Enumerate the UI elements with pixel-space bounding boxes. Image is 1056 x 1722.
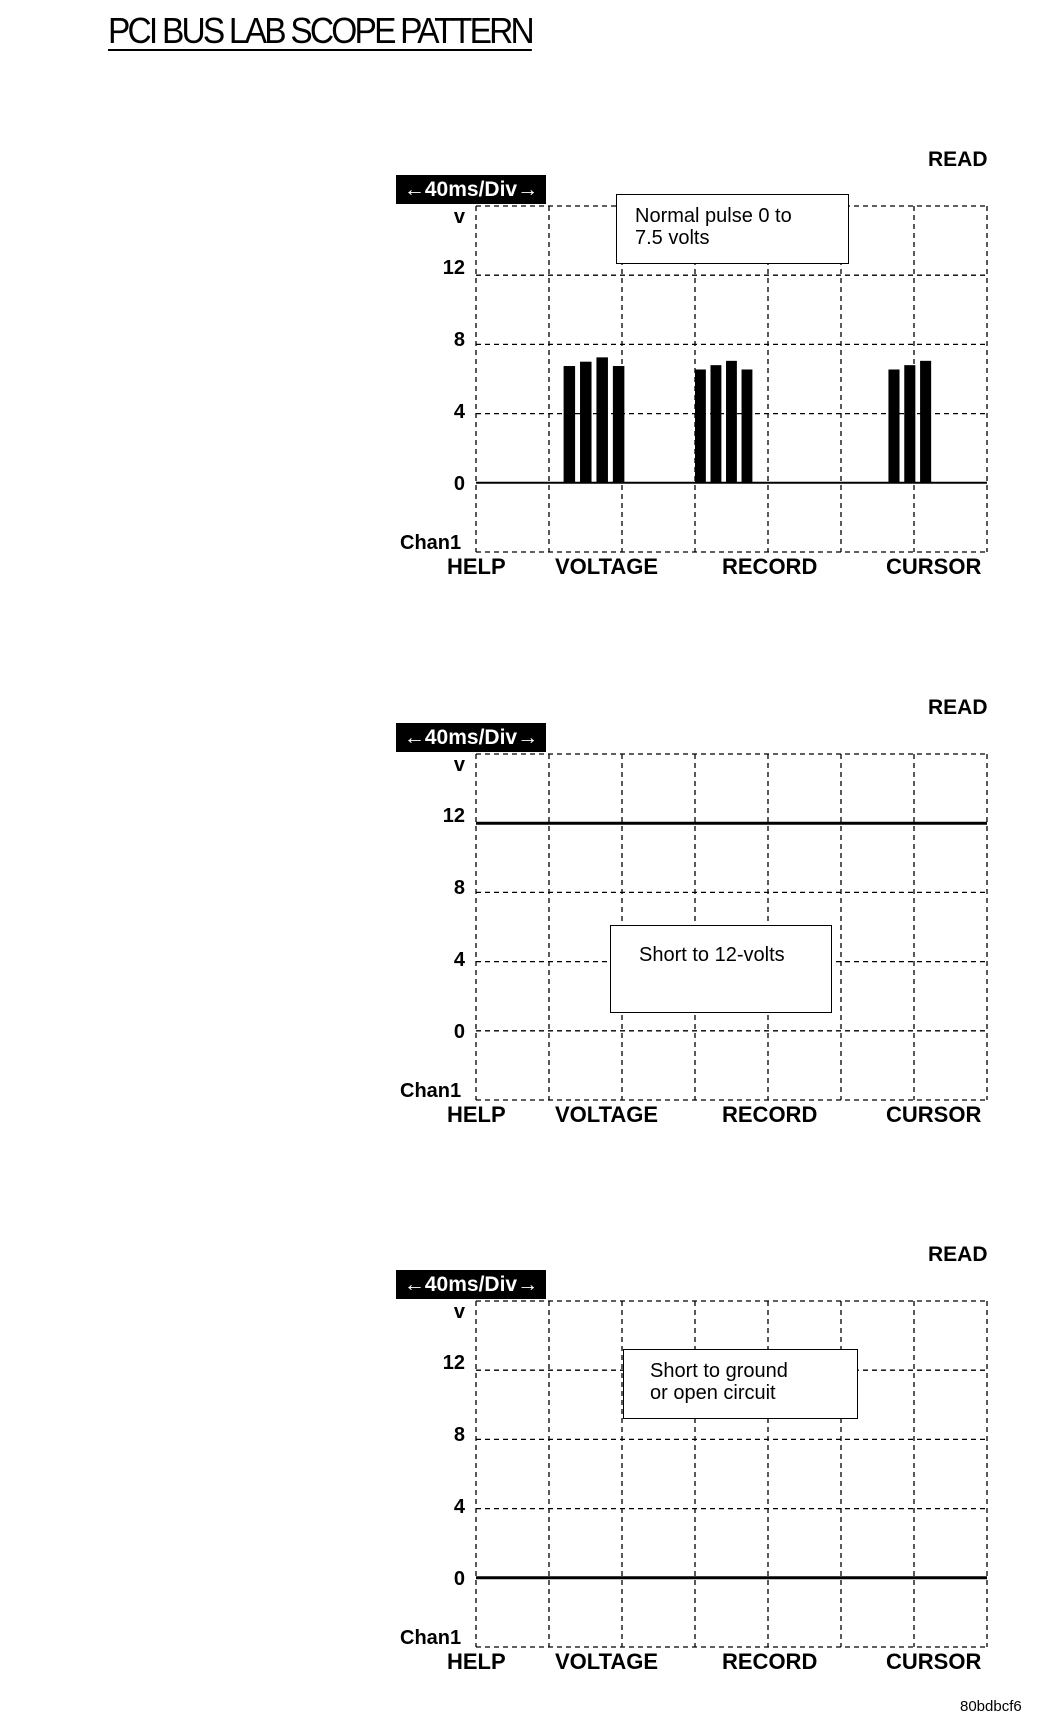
- record-button[interactable]: RECORD: [722, 1102, 818, 1127]
- voltage-button[interactable]: VOLTAGE: [555, 1649, 659, 1674]
- y-tick-label: 12: [442, 1352, 465, 1374]
- y-tick-label: 12: [442, 805, 465, 827]
- y-tick-label: 4: [453, 401, 465, 423]
- help-button[interactable]: HELP: [447, 1649, 506, 1674]
- voltage-button[interactable]: VOLTAGE: [555, 554, 659, 579]
- cursor-button[interactable]: CURSOR: [886, 1649, 982, 1674]
- read-label[interactable]: READ: [928, 148, 988, 171]
- y-tick-label: 0: [453, 473, 465, 495]
- scope-plot: [0, 148, 1056, 588]
- pulse-bar: [904, 365, 915, 483]
- cursor-button[interactable]: CURSOR: [886, 1102, 982, 1127]
- read-label[interactable]: READ: [928, 1243, 988, 1266]
- scope-display-short-ground: [0, 1243, 1056, 1683]
- y-unit-label: v: [453, 1301, 465, 1323]
- y-tick-label: 12: [442, 257, 465, 279]
- timebase-indicator: ←40ms/Div→: [396, 175, 546, 204]
- annotation-box: Normal pulse 0 to 7.5 volts: [616, 194, 849, 264]
- pulse-bar: [742, 369, 753, 482]
- pulse-bar: [613, 366, 624, 483]
- scope-display-short-12v: [0, 696, 1056, 1136]
- pulse-bar: [596, 357, 607, 482]
- annotation-box: Short to ground or open circuit: [623, 1349, 858, 1419]
- y-tick-label: 0: [453, 1568, 465, 1590]
- timebase-indicator: ←40ms/Div→: [396, 723, 546, 752]
- pulse-bar: [580, 362, 591, 483]
- read-label[interactable]: READ: [928, 696, 988, 719]
- channel-label: Chan1: [400, 1627, 462, 1649]
- figure-code: 80bdbcf6: [960, 1698, 1022, 1715]
- page-title: PCI BUS LAB SCOPE PATTERN: [108, 10, 532, 51]
- timebase-indicator: ←40ms/Div→: [396, 1270, 546, 1299]
- scope-plot: [0, 1243, 1056, 1683]
- y-tick-label: 8: [453, 329, 465, 351]
- y-tick-label: 8: [453, 1424, 465, 1446]
- pulse-bar: [695, 369, 706, 482]
- pulse-bar: [888, 369, 899, 482]
- scope-display-normal: [0, 148, 1056, 588]
- cursor-button[interactable]: CURSOR: [886, 554, 982, 579]
- y-tick-label: 4: [453, 949, 465, 971]
- record-button[interactable]: RECORD: [722, 1649, 818, 1674]
- y-unit-label: v: [453, 754, 465, 776]
- help-button[interactable]: HELP: [447, 1102, 506, 1127]
- voltage-button[interactable]: VOLTAGE: [555, 1102, 659, 1127]
- record-button[interactable]: RECORD: [722, 554, 818, 579]
- y-unit-label: v: [453, 206, 465, 228]
- y-tick-label: 4: [453, 1496, 465, 1518]
- pulse-bar: [920, 361, 931, 483]
- y-tick-label: 0: [453, 1021, 465, 1043]
- pulse-bar: [726, 361, 737, 483]
- channel-label: Chan1: [400, 1080, 462, 1102]
- scope-plot: [0, 696, 1056, 1136]
- annotation-box: Short to 12-volts: [610, 925, 832, 1013]
- help-button[interactable]: HELP: [447, 554, 506, 579]
- y-tick-label: 8: [453, 877, 465, 899]
- pulse-bar: [564, 366, 575, 483]
- channel-label: Chan1: [400, 532, 462, 554]
- pulse-bar: [711, 365, 722, 483]
